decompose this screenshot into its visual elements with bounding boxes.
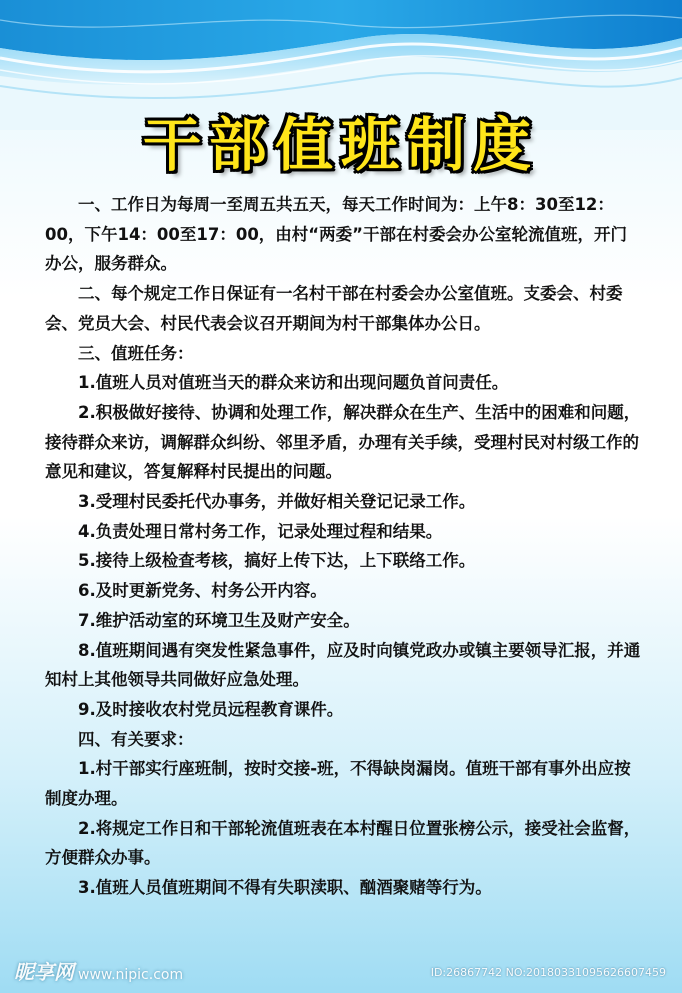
- duty-item-7: 7.维护活动室的环境卫生及财产安全。: [78, 610, 360, 630]
- watermark-id: ID:26867742 NO:20180331095626607459: [430, 966, 666, 979]
- duty-item-6: 6.及时更新党务、村务公开内容。: [78, 581, 327, 601]
- requirement-item-1: 1.村干部实行座班制，按时交接-班，不得缺岗漏岗。值班干部有事外出应按制度办理。: [45, 759, 631, 809]
- paragraph-1: 一、工作日为每周一至周五共五天，每天工作时间为：上午8：30至12：00，下午14：00至17：00，由村“两委”干部在村委会办公室轮流值班，开门办公，服务群众。: [45, 195, 627, 274]
- duty-item-8: 8.值班期间遇有突发性紧急事件，应及时向镇党政办或镇主要领导汇报，并通知村上其他领导共同做好应急处理。: [45, 640, 641, 690]
- watermark-logo: [14, 956, 183, 985]
- duty-item-5: 5.接待上级检查考核，搞好上传下达，上下联络工作。: [78, 551, 476, 571]
- paragraph-2: 二、每个规定工作日保证有一名村干部在村委会办公室值班。支委会、村委会、党员大会、村民代表会议召开期间为村干部集体办公日。: [45, 284, 623, 333]
- duty-item-2: 2.积极做好接待、协调和处理工作，解决群众在生产、生活中的困难和问题，接待群众来访，调解群众纠纷、邻里矛盾，办理有关手续，受理村民对村级工作的意见和建议，答复解释村民提出的问题。: [45, 402, 641, 482]
- page-title: 干部值班制度: [142, 111, 539, 179]
- requirement-item-3: 3.值班人员值班期间不得有失职渎职、酗酒聚赌等行为。: [78, 878, 492, 898]
- duty-item-3: 3.受理村民委托代办事务，并做好相关登记记录工作。: [78, 492, 476, 512]
- section-heading-duties: 三、值班任务：: [78, 343, 194, 363]
- duty-item-4: 4.负责处理日常村务工作，记录处理过程和结果。: [78, 521, 443, 541]
- section-heading-requirements: 四、有关要求：: [78, 729, 194, 749]
- watermark-site: 昵享网: [14, 960, 74, 984]
- regulation-body: [45, 190, 643, 903]
- duty-item-9: 9.及时接收农村党员远程教育课件。: [78, 699, 344, 719]
- requirement-item-2: 2.将规定工作日和干部轮流值班表在本村醒日位置张榜公示，接受社会监督，方便群众办事。: [45, 818, 641, 868]
- duty-item-1: 1.值班人员对值班当天的群众来访和出现问题负首问责任。: [78, 373, 509, 393]
- watermark-url: www.nipic.com: [78, 967, 184, 983]
